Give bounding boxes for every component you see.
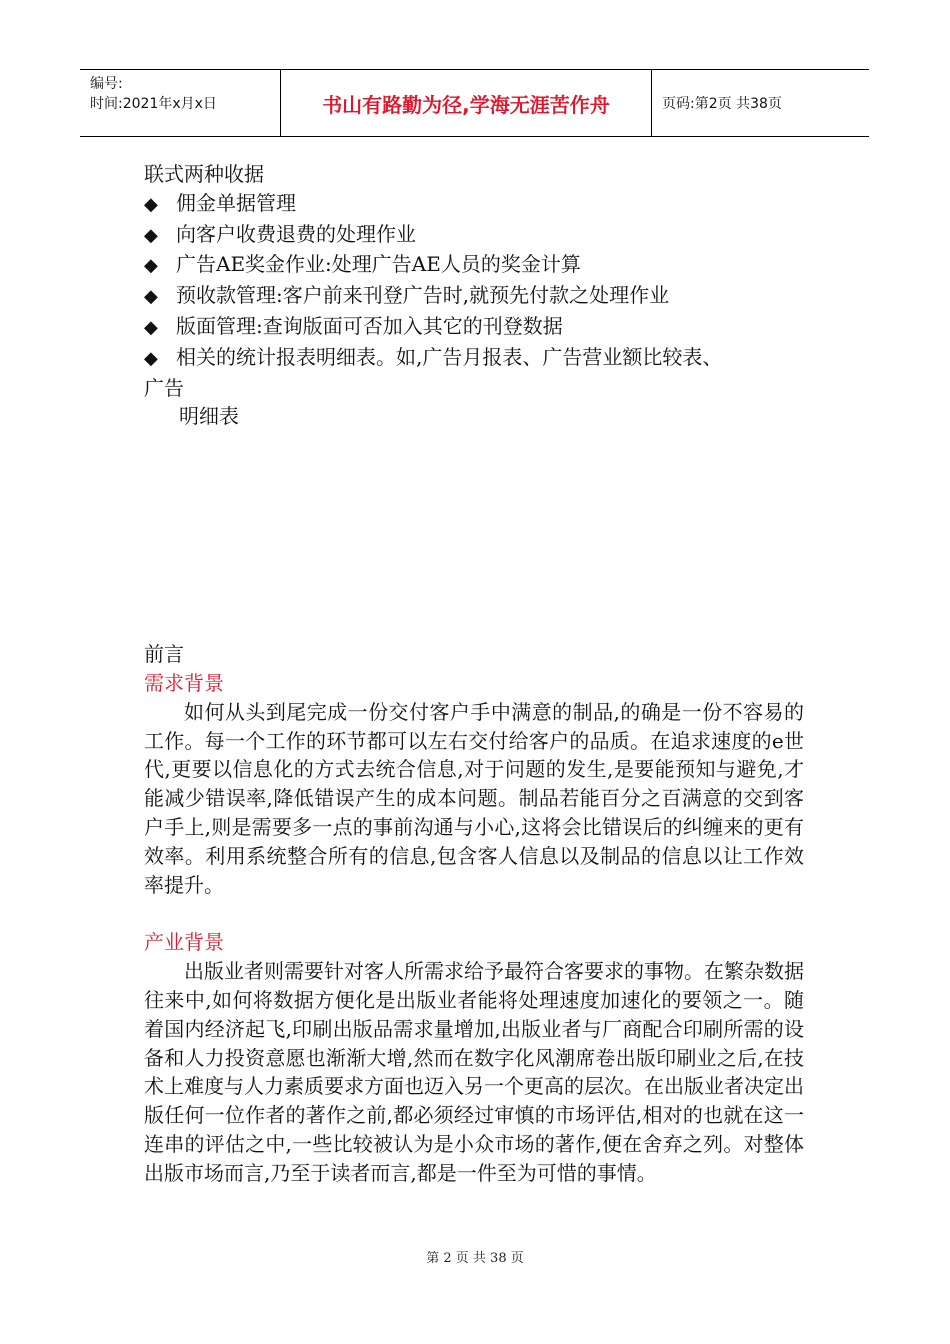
header-motto: 书山有路勤为径,学海无涯苦作舟 bbox=[281, 70, 652, 136]
header-page-info: 页码:第2页 共38页 bbox=[662, 96, 782, 112]
diamond-bullet-icon: ◆ bbox=[144, 316, 158, 338]
diamond-bullet-icon: ◆ bbox=[144, 193, 158, 215]
preface-title: 前言 bbox=[144, 642, 184, 667]
bullet-item: ◆ 版面管理:查询版面可否加入其它的刊登数据 bbox=[144, 312, 804, 343]
diamond-bullet-icon: ◆ bbox=[144, 286, 158, 308]
diamond-bullet-icon: ◆ bbox=[144, 347, 158, 369]
diamond-bullet-icon: ◆ bbox=[144, 255, 158, 277]
diamond-bullet-icon: ◆ bbox=[144, 224, 158, 246]
bullet-continuation: 明细表 bbox=[179, 404, 239, 429]
time-label: 时间:2021年x月x日 bbox=[90, 96, 217, 112]
bullet-item: ◆ 预收款管理:客户前来刊登广告时,就预先付款之处理作业 bbox=[144, 281, 804, 312]
header-meta-cell bbox=[80, 70, 281, 136]
bullet-item: ◆ 向客户收费退费的处理作业 bbox=[144, 220, 804, 251]
section-paragraph-industry: 出版业者则需要针对客人所需求给予最符合客要求的事物。在繁杂数据往来中,如何将数据方便化是出版业者能将处理速度加速化的要领之一。随着国内经济起飞,印刷出版品需求量增加,出版业者与厂商配合印刷所需的设备和人力投资意愿也渐渐大增,然而在数字化风潮席卷出版印刷业之后,在技术上难度与人力素质要求方面也迈入另一个更高的层次。在出版业者决定出版任何一位作者的著作之前,都必须经过审慎的市场评估,相对的也就在这一连串的评估之中,一些比较被认为是小众市场的著作,便在舍弃之列。对整体出版市场而言,乃至于读者而言,都是一件至为可惜的事情。 bbox=[144, 959, 804, 1185]
intro-line: 联式两种收据 bbox=[144, 162, 264, 186]
bullet-item: ◆ 广告AE奖金作业:处理广告AE人员的奖金计算 bbox=[144, 250, 804, 281]
bullet-item: ◆ 相关的统计报表明细表。如,广告月报表、广告营业额比较表、 bbox=[144, 343, 804, 374]
section-paragraph-demand: 如何从头到尾完成一份交付客户手中满意的制品,的确是一份不容易的工作。每一个工作的环节都可以左右交付给客户的品质。在追求速度的e世代,更要以信息化的方式去统合信息,对于问题的发生,是要能预知与避免,才能减少错误率,降低错误产生的成本问题。制品若能百分之百满意的交到客户手上,则是需要多一点的事前沟通与小心,这将会比错误后的纠缠来的更有效率。利用系统整合所有的信息,包含客人信息以及制品的信息以让工作效率提升。 bbox=[144, 699, 804, 897]
page-footer: 第 2 页 共 38 页 bbox=[426, 1251, 524, 1266]
header-table bbox=[80, 69, 869, 137]
section-heading-industry: 产业背景 bbox=[144, 930, 224, 955]
bullet-item: ◆ 佣金单据管理 bbox=[144, 189, 804, 220]
code-label: 编号: bbox=[90, 76, 123, 92]
document-body bbox=[144, 160, 804, 1188]
bullet-continuation: 广告 bbox=[144, 375, 184, 400]
section-heading-demand: 需求背景 bbox=[144, 670, 224, 695]
